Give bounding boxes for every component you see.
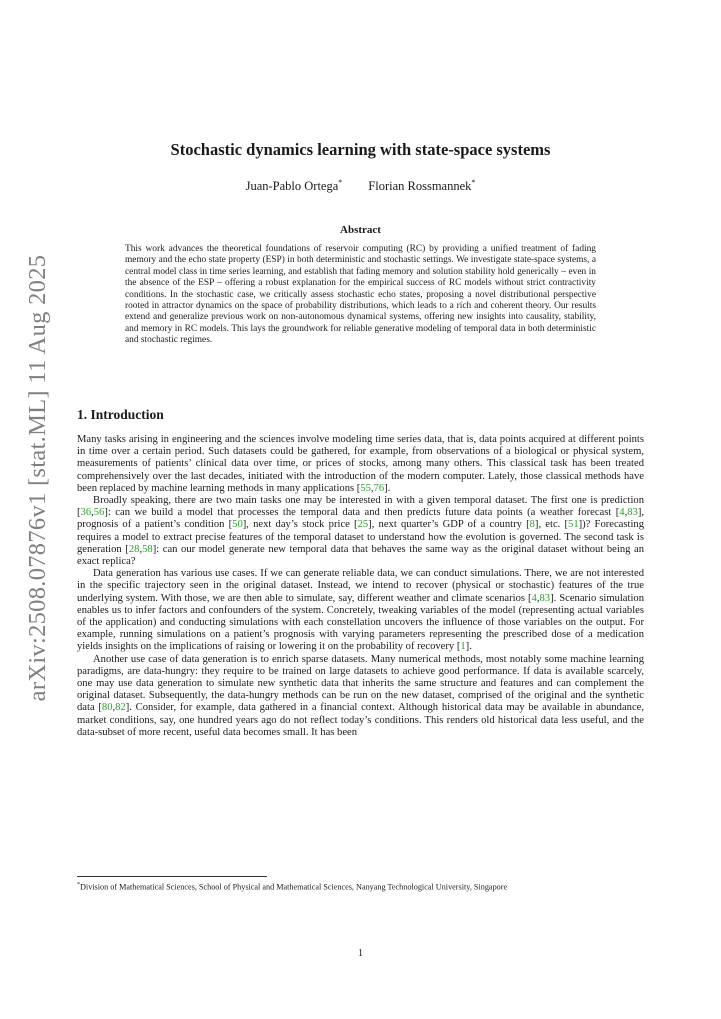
citation-link[interactable]: 51 bbox=[568, 519, 579, 531]
citation-link[interactable]: 76 bbox=[373, 482, 385, 494]
footnote-text: Division of Mathematical Sciences, School of Physical and Mathematical Sciences, Nanyang Technological University, Singapore bbox=[80, 882, 508, 892]
page-number: 1 bbox=[357, 948, 364, 959]
section-heading: 1. Introduction bbox=[77, 407, 164, 422]
citation-link[interactable]: 83 bbox=[627, 507, 638, 519]
affiliation-mark: * bbox=[338, 178, 343, 187]
footnote-mark: * bbox=[77, 882, 80, 888]
arxiv-identifier-stamp bbox=[0, 0, 51, 702]
citation-link[interactable]: 8 bbox=[529, 519, 535, 531]
paragraph: Another use case of data generation is to enrich sparse datasets. Many numerical methods, most notably some machine learning paradigms, are data-hungry: they require to be trained on large datasets to achieve good performance. If data is available scarcely, one may use data generation to simulate new synthetic data that inherits the same structure and features and can complement the original dataset. Subsequently, the data-hungry methods can be run on the new dataset, comprised of the original and the synthetic data [80,82]. Consider, for example, data gathered in a financial context. Although historical data may be available in abundance, market conditions, say, one hundred years ago do not reflect today’s conditions. This renders old historical data less useful, and the data-subset of more recent, useful data becomes small. It has been bbox=[77, 653, 644, 738]
footnote-rule bbox=[77, 876, 267, 877]
citation-link[interactable]: 28 bbox=[128, 543, 140, 555]
author bbox=[368, 178, 475, 194]
citation-link[interactable]: 4 bbox=[619, 507, 625, 519]
paragraph: Data generation has various use cases. If we can generate reliable data, we can conduct simulations. There, we are not interested in the specific trajectory seen in the original dataset. Instead, we intend to recover (physical or stochastic) features of the true underlying system. With those, we are then able to simulate, say, different weather and climate scenarios [4,83]. Scenario simulation enables us to infer factors and confounders of the system. Concretely, tweaking variables of the model (representing actual variables of the application) and conducting simulations with each constellation uncovers the influence of those variables on the output. For example, running simulations on a patient’s prognosis with varying parameters representing the prescribed dose of a medication yields insights on the implications of raising or lowering it on the probability of recovery [1]. bbox=[77, 568, 644, 653]
paragraph: Many tasks arising in engineering and the sciences involve modeling time series data, that is, data points acquired at different points in time over a certain period. Such datasets could be gathered, for example, from observations of a biological or physical system, measurements of patients’ clinical data over time, or prices of stocks, among many others. This classical task has been treated comprehensively over the last decades, initiated with the introduction of the modern computer. Lately, those classical methods have been replaced by machine learning methods in many applications [55,76]. bbox=[77, 434, 644, 494]
citation-link[interactable]: 56 bbox=[93, 507, 105, 519]
footnote bbox=[77, 880, 644, 893]
paper-title: Stochastic dynamics learning with state-space systems bbox=[170, 140, 551, 159]
citation-link[interactable]: 58 bbox=[142, 543, 153, 555]
citation-link[interactable]: 55 bbox=[360, 482, 371, 494]
abstract-heading: Abstract bbox=[340, 224, 381, 236]
citation-link[interactable]: 82 bbox=[115, 702, 126, 714]
citation-link[interactable]: 50 bbox=[232, 519, 243, 531]
citation-link[interactable]: 36 bbox=[80, 507, 92, 519]
citation-link[interactable]: 83 bbox=[539, 592, 551, 604]
abstract-text: This work advances the theoretical foundations of reservoir computing (RC) by providing a unified treatment of fading memory and the echo state property (ESP) in both deterministic and stochastic settings. We investigate state-space systems, a central model class in time series learning, and establish that fading memory and solution stability hold generically – even in the absence of the ESP – offering a robust explanation for the empirical success of RC models without strict contractivity conditions. In the stochastic case, we critically assess stochastic echo states, proposing a novel distributional perspective rooted in attractor dynamics on the space of probability distributions, which leads to a rich and coherent theory. Our results extend and generalize previous work on non-autonomous dynamical systems, offering new insights into causality, stability, and memory in RC models. This lays the groundwork for reliable generative modeling of temporal data in both deterministic and stochastic regimes. bbox=[125, 244, 596, 346]
citation-link[interactable]: 4 bbox=[531, 592, 537, 604]
citation-link[interactable]: 1 bbox=[460, 641, 466, 653]
body-text bbox=[77, 434, 644, 739]
affiliation-mark: * bbox=[471, 178, 476, 187]
paragraph: Broadly speaking, there are two main tasks one may be interested in with a given temporal dataset. The first one is prediction [36,56]: can we build a model that processes the temporal data and then predicts future data points (a weather forecast [4,83], prognosis of a patient’s condition [50], next day’s stock price [25], next quarter’s GDP of a country [8], etc. [51])? Forecasting requires a model to extract precise features of the temporal dataset to understand how the evolution is governed. The second task is generation [28,58]: can our model generate new temporal data that behaves the same way as the original dataset without being an exact replica? bbox=[77, 495, 645, 568]
author bbox=[246, 178, 343, 194]
citation-link[interactable]: 25 bbox=[357, 519, 369, 531]
arxiv-identifier-text: arXiv:2508.07876v1 [stat.ML] 11 Aug 2025 bbox=[24, 254, 51, 702]
citation-link[interactable]: 80 bbox=[101, 702, 113, 714]
author-name: Juan-Pablo Ortega bbox=[245, 179, 339, 194]
author-name: Florian Rossmannek bbox=[368, 179, 472, 194]
author-list bbox=[77, 178, 644, 194]
